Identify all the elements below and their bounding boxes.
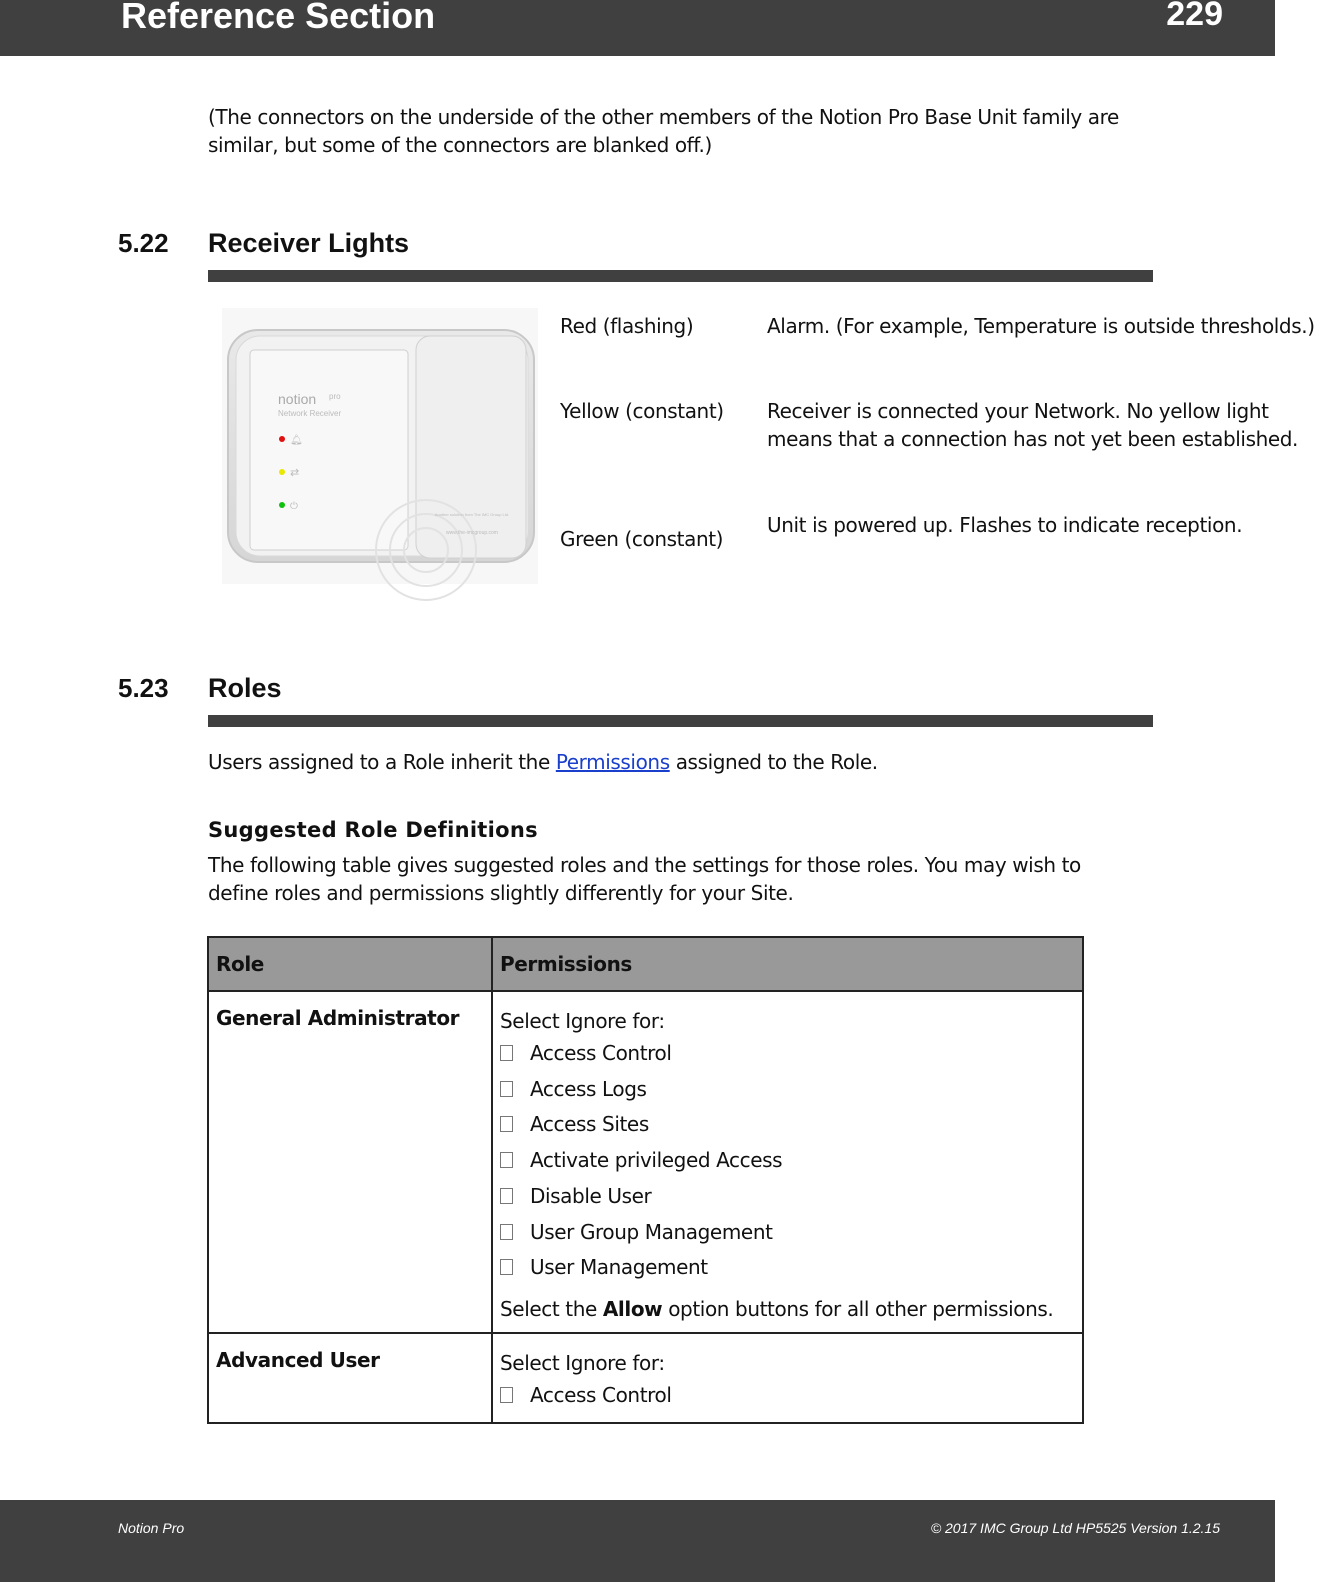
light-color: Red (flashing) [560, 314, 694, 338]
list-item [500, 1036, 1075, 1072]
outro-before: Select the [500, 1296, 603, 1321]
receiver-lights-table [560, 312, 1315, 582]
list-item [500, 1378, 1075, 1414]
column-header-role: Role [208, 937, 492, 991]
checkbox-icon [500, 1188, 513, 1204]
permission-item: Disable User [530, 1183, 652, 1208]
list-item [500, 1072, 1075, 1108]
permission-item: Access Control [530, 1041, 672, 1065]
header-title: Reference Section [121, 0, 436, 36]
permissions-link[interactable]: Permissions [555, 750, 670, 774]
permission-item: User Group Management [530, 1219, 773, 1244]
footer-copyright: © 2017 IMC Group Ltd HP5525 Version 1.2.15 [930, 1520, 1220, 1536]
permissions-cell [492, 1333, 1083, 1423]
permission-item: User Management [530, 1255, 708, 1280]
roles-intro [208, 748, 1143, 776]
light-description: Unit is powered up. Flashes to indicate reception. [767, 513, 1243, 537]
page-number: 229 [1166, 0, 1223, 33]
yellow-led [279, 469, 285, 475]
permission-item: Access Sites [530, 1112, 649, 1137]
light-description: Receiver is connected your Network. No yellow light means that a connection has not yet been established. [767, 399, 1299, 451]
list-item [500, 1143, 1075, 1179]
permissions-list [500, 1036, 1075, 1286]
roles-intro-before: Users assigned to a Role inherit the [208, 750, 556, 774]
role-name: General Administrator [208, 991, 492, 1333]
table-row [208, 991, 1083, 1333]
green-led [279, 502, 285, 508]
red-led [279, 436, 285, 442]
list-item [500, 1179, 1075, 1215]
footer-product: Notion Pro [118, 1520, 185, 1536]
permissions-outro [500, 1294, 1075, 1324]
checkbox-icon [500, 1081, 513, 1097]
permissions-intro: Select Ignore for: [500, 1350, 665, 1375]
page-header [0, 0, 1275, 56]
checkbox-icon [500, 1387, 513, 1403]
light-color: Green (constant) [560, 527, 724, 551]
section-rule [208, 270, 1153, 282]
permission-item: Access Control [530, 1382, 672, 1407]
device-label: Network Receiver [278, 409, 342, 418]
list-item [500, 1250, 1075, 1286]
section-title-receiver-lights: Receiver Lights [208, 228, 410, 258]
receiver-device-drawing [222, 308, 538, 584]
section-title-roles: Roles [208, 673, 282, 703]
permission-item: Activate privileged Access [530, 1148, 783, 1173]
permission-item: Access Logs [530, 1076, 647, 1101]
list-item [500, 1107, 1075, 1143]
device-brand-suffix: pro [329, 392, 341, 401]
light-color: Yellow (constant) [560, 399, 724, 423]
outro-bold: Allow [602, 1296, 663, 1321]
table-row [208, 1333, 1083, 1423]
permissions-list [500, 1378, 1075, 1414]
table-header-row [208, 937, 1083, 991]
section-number-5-23: 5.23 [118, 673, 169, 703]
list-item [500, 1215, 1075, 1251]
column-header-permissions: Permissions [492, 937, 1083, 991]
device-brand: notion [278, 391, 317, 407]
checkbox-icon [500, 1224, 513, 1240]
section-rule [208, 715, 1153, 727]
checkbox-icon [500, 1259, 513, 1275]
roles-table [207, 936, 1084, 1424]
checkbox-icon [500, 1116, 513, 1132]
power-icon: ⏻ [290, 501, 298, 512]
roles-intro-after: assigned to the Role. [669, 750, 878, 774]
receiver-device-image [222, 308, 538, 584]
device-url: www.the-imcgroup.com [446, 530, 498, 536]
roles-subtext: The following table gives suggested roles and the settings for those roles. You may wish to define roles and permissions slightly differently for your Site. [208, 853, 1081, 905]
section-number-5-22: 5.22 [118, 228, 169, 258]
intro-paragraph: (The connectors on the underside of the other members of the Notion Pro Base Unit family are similar, but some of the connectors are blanked off.) [208, 105, 1119, 157]
permissions-intro: Select Ignore for: [500, 1009, 665, 1033]
checkbox-icon [500, 1045, 513, 1061]
subheading-role-definitions: Suggested Role Definitions [208, 818, 538, 842]
page-footer [0, 1500, 1275, 1582]
light-description: Alarm. (For example, Temperature is outside thresholds.) [767, 314, 1315, 338]
outro-after: option buttons for all other permissions. [662, 1296, 1054, 1321]
permissions-cell [492, 991, 1083, 1333]
connection-arrows-icon: ⇄ [290, 466, 300, 479]
device-footer-text: Another solution from The IMC Group Ltd. [434, 512, 510, 517]
checkbox-icon [500, 1152, 513, 1168]
bell-icon: 🔔︎ [290, 435, 303, 446]
role-name: Advanced User [208, 1333, 492, 1423]
